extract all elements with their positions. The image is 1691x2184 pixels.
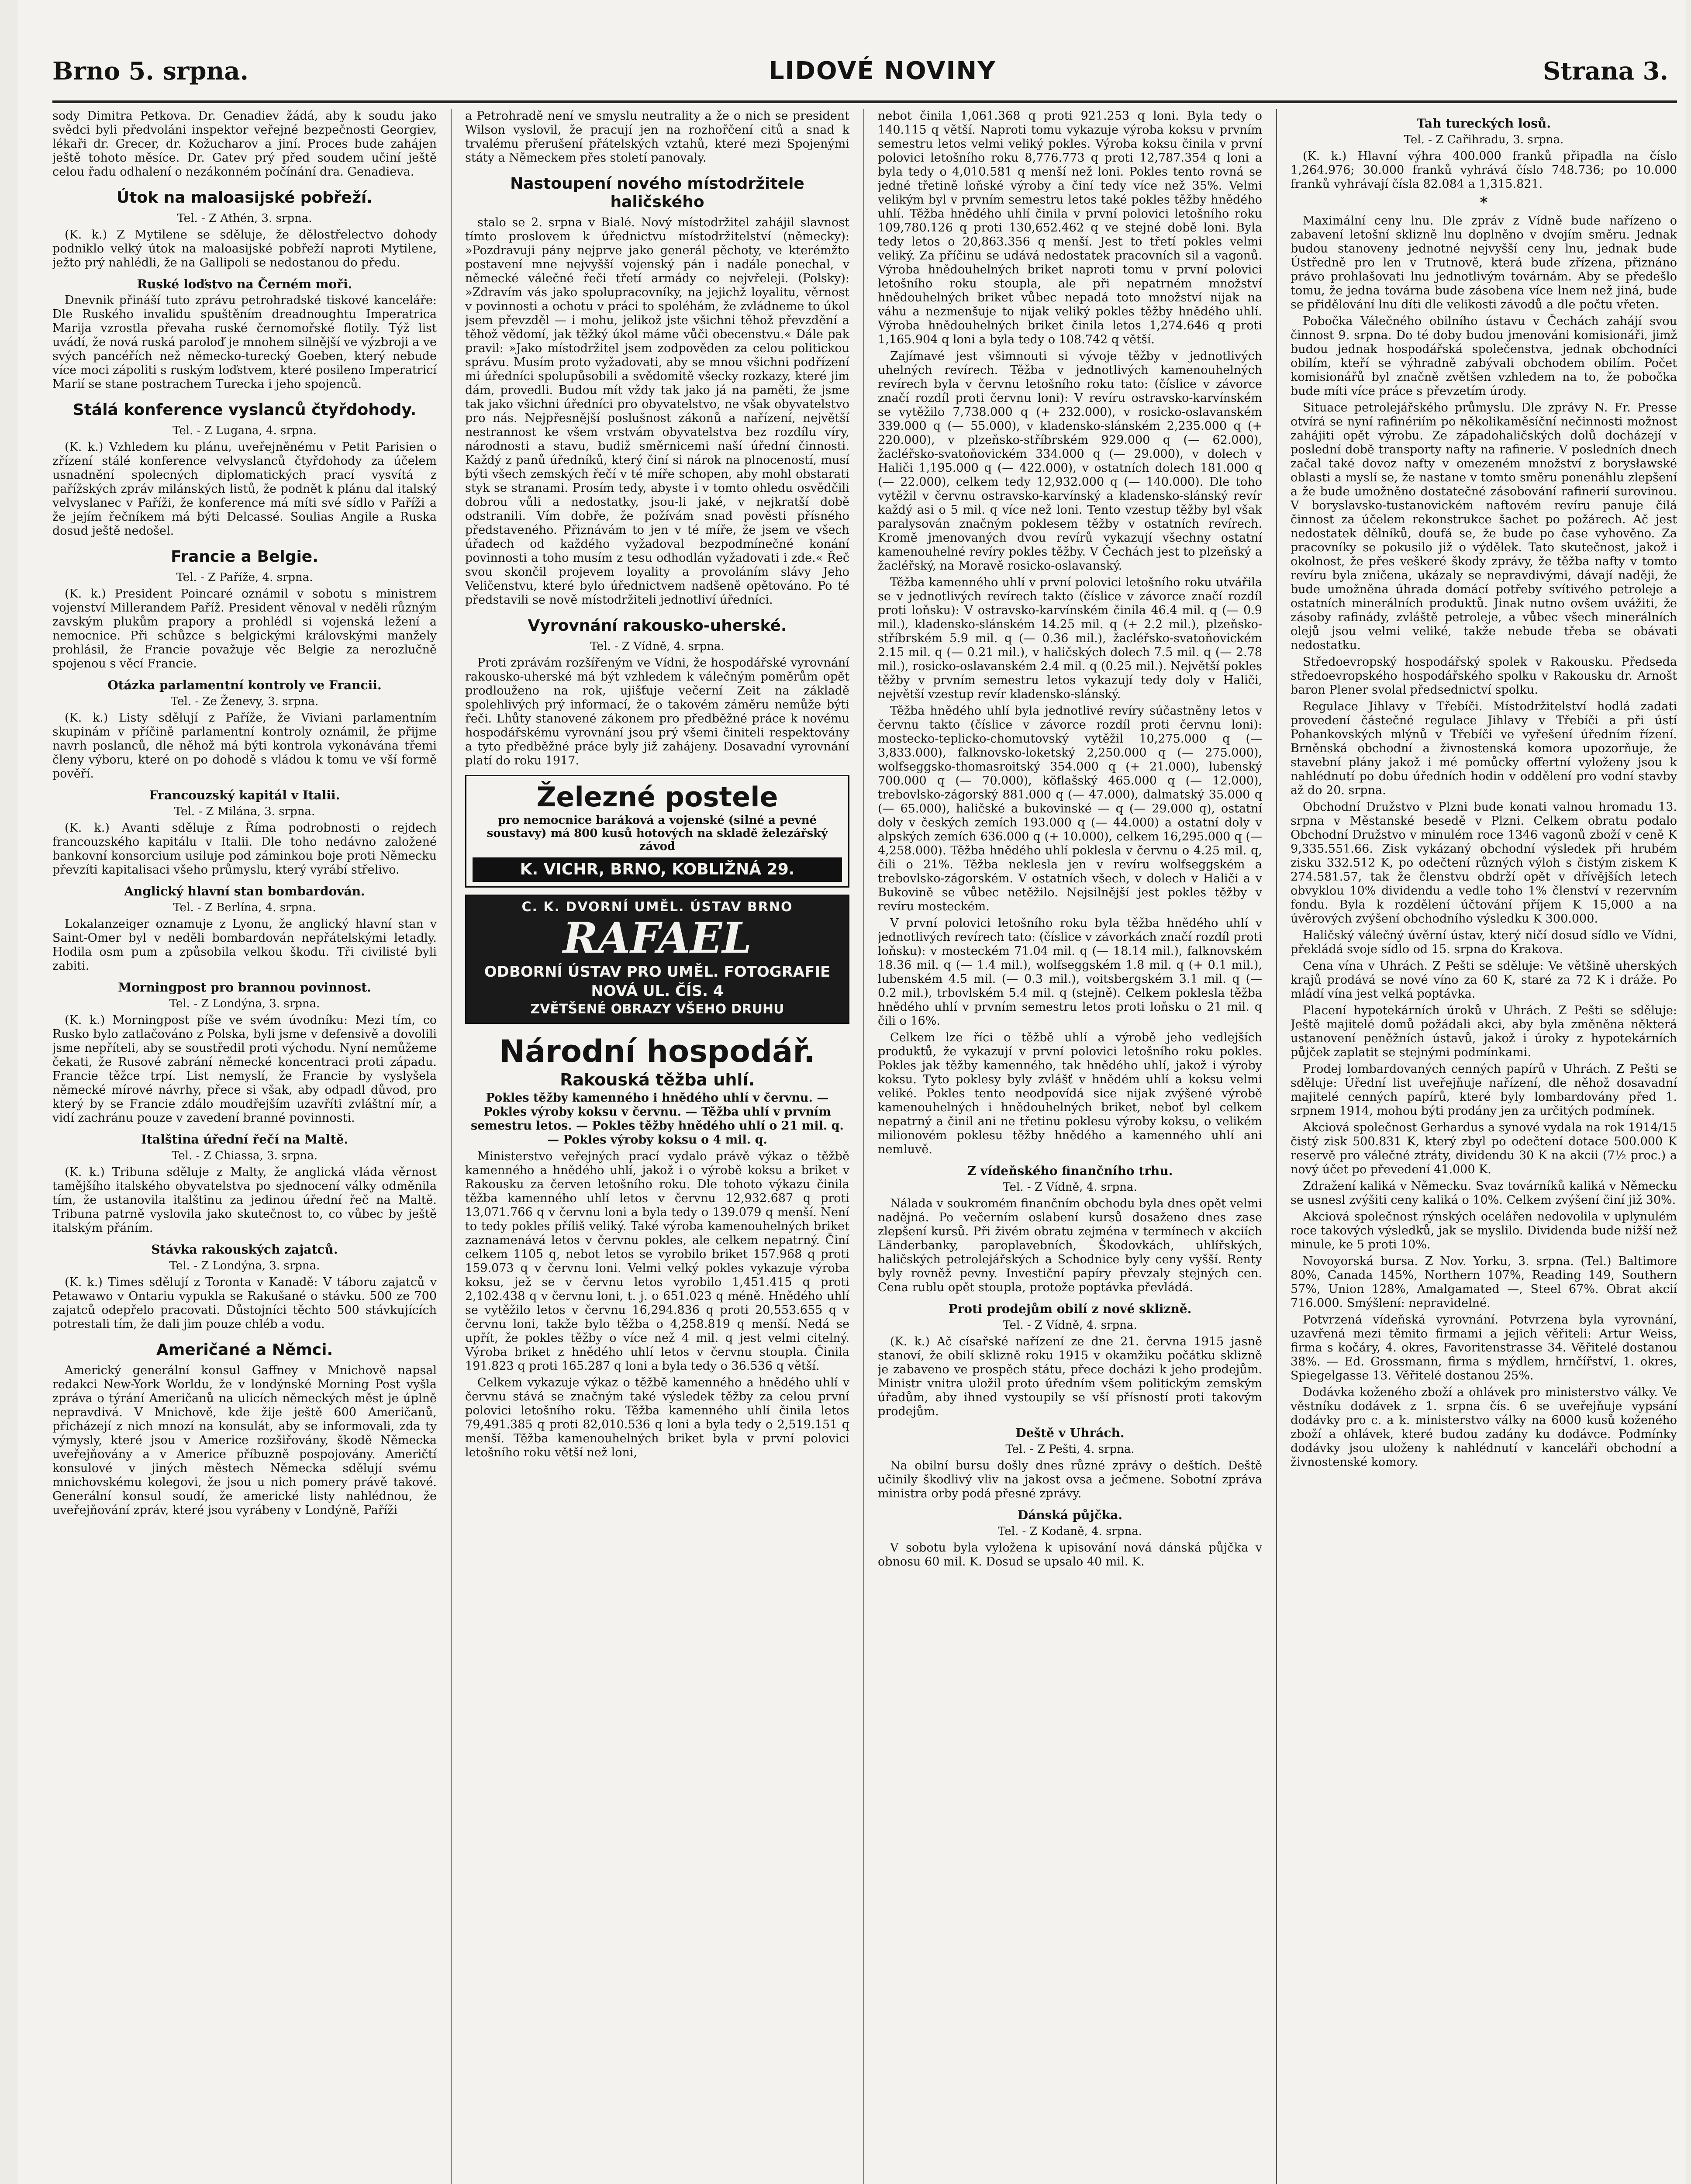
article-headline: Z vídeňského finančního trhu.: [967, 1164, 1173, 1178]
article-text: Cena vína v Uhrách. Z Pešti se sděluje: Ve většině uherských krajů prodává se nové víno za 60 K, staré za 72 K i dráže. Po mládí vína jest velká poptávka.: [1291, 959, 1677, 1001]
dateline: Tel. - Z Pešti, 4. srpna.: [1005, 1443, 1135, 1456]
ad-title: Železné postele: [536, 781, 778, 813]
article-text: Na obilní bursu došly dnes různé zprávy o deštích. Deště učinily škodlivý vliv na jakost ovsa a ječmene. Sobotní zpráva ministra orby podá přesné zprávy.: [878, 1459, 1262, 1500]
issue-date: Brno 5. srpna.: [52, 57, 249, 86]
article-headline: Vyrovnání rakousko-uherské.: [528, 617, 787, 635]
article-text: (K. k.) Avanti sděluje z Říma podrobnosti o rejdech francouzského kapitálu v Italii. Dle toho nedávno založené bankovní konsorcium usiluje pod záminkou boje proti Německu převzíti kapitalisaci všeho průmyslu, který vyrábí střelivo.: [52, 821, 437, 877]
column-2: [465, 109, 849, 2184]
article-text: Prodej lombardovaných cenných papírů v Uhrách. Z Pešti se sděluje: Úřední list uveřejňuje nařízení, dle něhož dosavadní majitelé cenných papírů, které byly lombardovány před 1. srpnem 1914, mohou býti prodány jen za určitých podmínek.: [1291, 1062, 1677, 1118]
article-text: a Petrohradě není ve smyslu neutrality a že o nich se president Wilson vyslovil, že pracují jen na rozhořčení citů a snad k trvalému přerušení přátelských vztahů, které mezi Spojenými státy a Německem přes století panovaly.: [465, 109, 849, 165]
article-headline: Stálá konference vyslanců čtyřdohody.: [72, 401, 417, 419]
article-text: (K. k.) President Poincaré oznámil v sobotu s ministrem vojenství Millerandem Paříž. President věnoval v neděli různým zavským plukům prapory a prohlédl si vojenská ležení a nemocnice. Při schůzce s belgickými královskými manžely prohlásil, že Francie považuje věc Belgie za nerozlučně spojenou s věcí Francie.: [52, 587, 437, 670]
advertisement-photo-studio: [465, 895, 849, 1024]
dateline: Tel. - Z Milána, 3. srpna.: [174, 805, 315, 818]
article-text: (K. k.) Times sdělují z Toronta v Kanadě: V táboru zajatců v Petawawo v Ontariu vypukla se Rakušané o stávku. 500 ze 700 zajatců odepřelo pracovati. Důstojníci těchto 500 stávkujících potrestali tím, že dali jim pouze chléb a vodu.: [52, 1275, 437, 1331]
dateline: Tel. - Z Londýna, 3. srpna.: [169, 1259, 320, 1272]
column-4: [1291, 109, 1677, 2184]
advertisement-iron-beds: [465, 775, 849, 888]
dateline: Tel. - Ze Ženevy, 3. srpna.: [170, 695, 319, 708]
article-text: Situace petrolejářského průmyslu. Dle zprávy N. Fr. Presse otvírá se nyní rafinériím po několikaměsíční nečinnosti možnost zahájiti opět výrobu. Ze západohaličských dolů docházejí v poslední době transporty nafty na rafinerie. V posledních dnech začal také dovoz nafty v omezeném množství z borysławské oblasti a myslí se, že nastane v tomto směru ponenáhlu zlepšení a že bude umožněno dostatečné zásobování rafinerií surovinou. V boryslavsko-tustanovickém naftovém revíru panuje čilá činnost za účelem rekonstrukce šachet po požárech. Ač jest nedostatek dělníků, doufá se, že bude po čase vyhověno. Za pracovníky se pokusilo již o výdělek. Tato skutečnost, jakož i okolnost, že přes veškeré škody zprávy, že těžba nafty v tomto revíru byla zničena, ukázaly se nepravdivými, dávají naději, že bude umožněna úhrada domácí potřeby svítivého petroleje a ostatních minerálních produktů. Jinak nutno ovšem uvážiti, že zásoby rafinády, zvláště petroleje, a vůbec všech minerálních olejů jsou velmi veliké, takže nebude třeba se obávati nedostatku.: [1291, 401, 1677, 652]
dateline: Tel. - Z Berlína, 4. srpna.: [173, 901, 316, 914]
article-text: Placení hypotekárních úroků v Uhrách. Z Pešti se sděluje: Ještě majitelé domů požádali akci, aby byla změněna některá ustanovení peněžních ústavů, jakož i úroky z hypotekárních půjček zaplatit se stejnými podmínkami.: [1291, 1004, 1677, 1059]
columns: [52, 109, 1677, 2184]
dateline: Tel. - Z Athén, 3. srpna.: [177, 212, 312, 225]
article-headline: Italština úřední řečí na Maltě.: [141, 1132, 349, 1147]
article-text: Novoyorská bursa. Z Nov. Yorku, 3. srpna. (Tel.) Baltimore 80%, Canada 145%, Northern 107%, Reading 149, Southern 57%, Union 128%, Amalgamated —, Steel 67%. Obrat akcií 716.000. Smýšlení: nepravidelné.: [1291, 1254, 1677, 1310]
dateline: Tel. - Z Vídně, 4. srpna.: [1003, 1181, 1137, 1194]
ad-bottom-line: ZVĚTŠENÉ OBRAZY VŠEHO DRUHU: [530, 1002, 784, 1017]
dateline: Tel. - Z Lugana, 4. srpna.: [173, 424, 317, 437]
article-headline: Američané a Němci.: [156, 1341, 333, 1359]
newspaper-page: [17, 0, 1686, 2184]
article-text: sody Dimitra Petkova. Dr. Genadiev žádá, aby k soudu jako svědci byli předvoláni inspektor veřejné bezpečnosti Georgiev, lékaři dr. Grecer, dr. Kožucharov a jiní. Proces bude zahájen ještě tohoto měsíce. Dr. Gatev prý před soudem učiní ještě celou řadu odhalení o nezákonném počínání dra. Genadieva.: [52, 109, 437, 179]
ad-middle-line: ODBORNÍ ÚSTAV PRO UMĚL. FOTOGRAFIE NOVÁ UL. ČÍS. 4: [484, 963, 831, 1000]
article-text: Haličský válečný úvěrní ústav, který ničí dosud sídlo ve Vídni, překládá svoje sídlo od 15. srpna do Krakova.: [1291, 929, 1677, 956]
article-text: Celkem vykazuje výkaz o těžbě kamenného a hnědého uhlí v červnu stává se značným také výsledek těžby za celou první polovici letošního roku. Těžba kamenného uhlí činila letos 79,491.385 q proti 82,010.536 q loni a byla tedy o 2,519.151 q menší. Těžba kamenouhelných briket byla v první polovici letošního roku větší než loni,: [465, 1376, 849, 1459]
article-text: Dodávka koženého zboží a ohlávek pro ministerstvo války. Ve věstníku dodávek z 1. srpna čís. 6 se uveřejňuje vypsání dodávky pro c. a k. ministerstvo války na 6000 kusů koženého zboží a ohlávek, které budou zadány ku dodávce. Podmínky dodávky jsou uloženy k nahlédnutí v kanceláři obchodní a živnostenské komory.: [1291, 1386, 1677, 1469]
dateline: Tel. - Z Chiassa, 3. srpna.: [171, 1149, 318, 1162]
article-text: Maximální ceny lnu. Dle zpráv z Vídně bude nařízeno o zabavení letošní sklizně lnu doplněno v dvojím směru. Jednak budou stanoveny jednotné nejvyšší ceny lnu, jednak bude Ústředně pro len v Trutnově, která bude zřízena, přiznáno právo prohlašovati lnu jednotlivým továrnám. Aby se předešlo tomu, že jedna továrna bude zásobena více lnem než jiná, bude se přidělování lnu díti dle velikosti závodů a dle počtu vřeten.: [1291, 214, 1677, 311]
article-headline: Francie a Belgie.: [171, 548, 318, 566]
article-text: Obchodní Družstvo v Plzni bude konati valnou hromadu 13. srpna v Městanské besedě v Plzni. Celkem obratu podalo Obchodní Družstvo v minulém roce 1346 vagonů zboží v ceně K 9,335.551.66. Zisk vykázaný obchodní výsledek při hrubém zisku 332.512 K, po odečtení různých výloh s čistým ziskem K 274.581.57, tak že členstvu obdrží opět v dřívějších letech obvyklou 10% dividendu a vedle toho 1% členství v rezervním fondu. Byla k rozdělení účtování příjem K 15,000 a na úvěrových zvýšení obchodního výsledku K 300.000.: [1291, 800, 1677, 926]
dateline: Tel. - Z Vídně, 4. srpna.: [1003, 1319, 1137, 1332]
article-headline: Ruské loďstvo na Černém moři.: [137, 277, 352, 291]
article-text: Těžba hnědého uhlí byla jednotlivé revíry súčastněny letos v červnu takto (číslice v závorce rozdíl proti červnu loni): mostecko-teplicko-chomutovský vytěžil 10,275.000 q (— 3,833.000), falknovsko-loketský 2,250.000 q (— 275.000), wolfseggsko-thomasroitský 354.000 q (+ 21.000), lubenský 700.000 q (— 70.000), köflašský 465.000 q (— 12.000), trebovlsko-zágorský 881.000 q (— 47.000), dalmatský 35.000 q (— 65.000), haličské a bukovinské — q (— 29.000 q), ostatní doly v českých zemích 193.000 q (— 44.000) a ostatní doly v alpských zemích 636.000 q (+ 10.000), celkem 16,295.000 q (— 4,258.000). Těžba hnědého uhlí poklesla v červnu o 4.25 mil. q, čili o 21%. Těžba neklesla jen v revíru wolfseggském a trebovlsko-zágorském. V ostatních všech, v dolech v Haliči a v Bukovině se vůbec netěžilo. Nejsilnější jest pokles těžby v revíru mosteckém.: [878, 704, 1262, 913]
article-text: V první polovici letošního roku byla těžba hnědého uhlí v jednotlivých revírech tato: (číslice v závorkách značí rozdíl proti loňsku): v mosteckém 71.04 mil. q (— 18.14 mil.), falknovském 18.36 mil. q (— 1.4 mil.), wolfseggském 1.8 mil. q (+ 0.1 mil.), lubenském 4.5 mil. (— 0.3 mil.), voitsbergském 3.1 mil. q (— 0.2 mil.), trbovlském 5.4 mil. q (stejně). Celkem poklesla těžba hnědého uhlí v prvním semestru letos proti loňsku o 21 mil. q čili o 16%.: [878, 916, 1262, 1028]
article-text: (K. k.) Listy sdělují z Paříže, že Viviani parlamentním skupinám v příčině parlamentní kontroly oznámil, že přijme navrh poslanců, dle něhož má býti kontrola vykonávána třemi členy výboru, které on po dohodě s vládou k tomu ve vší formě pověří.: [52, 711, 437, 781]
ad-top-line: C. K. DVORNÍ UMĚL. ÚSTAV BRNO: [521, 899, 793, 915]
article-text: Proti zprávám rozšířeným ve Vídni, že hospodářské vyrovnání rakousko-uherské má být vzhledem k válečným poměrům opět prodlouženo na rok, ujišťuje večerní Zeit na základě spolehlivých prý informací, že o takovém záměru nemůže býti řeči. Lhůty stanovené zákonem pro předběžné práce k novému hospodářskému vyrovnání jsou prý všemi činiteli respektovány a tyto předběžné práce byly již zahájeny. Dosavadní vyrovnání platí do roku 1917.: [465, 656, 849, 767]
article-text: (K. k.) Tribuna sděluje z Malty, že anglická vláda věrnost tamějšího italského obyvatelstva po sjednocení války odměnila tím, že ustanovila italštinu za jedinou úřední řeč na Maltě. Tribuna patrně vyslovila jako skutečnost to, co vůbec by ještě italským přáním.: [52, 1165, 437, 1235]
article-text: (K. k.) Hlavní výhra 400.000 franků připadla na číslo 1,264.976; 30.000 franků vyhrává číslo 748.736; po 10.000 franků vyhrávají čísla 82.084 a 1,315.821.: [1291, 149, 1677, 191]
section-title: Národní hospodář.: [499, 1033, 815, 1069]
article-text: Těžba kamenného uhlí v první polovici letošního roku utvářila se v jednotlivých revírech takto (číslice v závorce značí rozdíl proti loňsku): V ostravsko-karvínském činila 46.4 mil. q (— 0.9 mil.), kladensko-slánském 14.25 mil. q (+ 2.2 mil.), plzeňsko-stříbrském 5.9 mil. q (— 0.36 mil.), žacléřsko-svatoňovickém 2.15 mil. q (— 0.21 mil.), v haličských dolech 7.5 mil. q (— 2.78 mil.), rosicko-oslavanském 2.4 mil. q (0.25 mil.). Největší pokles těžby v prvním semestru letos vykazují tedy doly v Haliči, největší vzestup revír kladensko-slánský.: [878, 576, 1262, 701]
article-text: Středoevropský hospodářský spolek v Rakousku. Předseda středoevropského hospodářského spolku v Rakousku dr. Arnošt baron Plener svolal předsednictví spolku.: [1291, 655, 1677, 697]
dateline: Tel. - Z Kodaně, 4. srpna.: [997, 1525, 1142, 1538]
column-3: [878, 109, 1262, 2184]
article-headline: Nastoupení nového místodržitele haličského: [510, 175, 804, 211]
separator-asterisk: *: [1480, 194, 1488, 211]
page-number: Strana 3.: [1543, 57, 1668, 86]
article-lead: Pokles těžby kamenného i hnědého uhlí v červnu. — Pokles výroby koksu v červnu. — Těžba uhlí v prvním semestru letos. — Pokles těžby hnědého uhlí o 21 mil. q. — Pokles výroby koksu o 4 mil. q.: [471, 1091, 844, 1147]
article-headline: Útok na maloasijské pobřeží.: [116, 189, 373, 207]
article-text: (K. k.) Morningpost píše ve svém úvodníku: Mezi tím, co Rusko bylo zatlačováno z Polska, byli jsme v defensivě a dovolili jsme nepříteli, aby se soustředil proti východu. Nyní nemůžeme čekati, že Rusové zabrání německé koncentraci proti západu. Francie těžce trpí. List nemyslí, že Francie by vyslyšela německé mírové návrhy, přece si však, aby odpadl důvod, pro který by se Francie zdálo moudřejším uzavříti zvláštní mír, a vidí zachránu pouze v zavedení branné povinnosti.: [52, 1013, 437, 1125]
ad-studio-name: RAFAEL: [563, 913, 752, 963]
article-headline: Dánská půjčka.: [1017, 1508, 1123, 1522]
article-headline: Anglický hlavní stan bombardován.: [124, 884, 365, 898]
ad-address: K. VICHR, BRNO, KOBLIŽNÁ 29.: [473, 857, 842, 882]
article-text: Akciová společnost rýnských ocelářen nedovolila v uplynulém roce takových výsledků, jak se myslilo. Dividenda bude nižší než minule, ke 5 proti 10%.: [1291, 1210, 1677, 1251]
article-text: Ministerstvo veřejných prací vydalo právě výkaz o těžbě kamenného a hnědého uhlí, jakož i o výrobě koksu a briket v Rakousku za červen letošního roku. Dle tohoto výkazu činila těžba kamenného uhlí letos v červnu 12,932.687 q proti 13,071.766 q v červnu loni a byla tedy o 139.079 q menší. Není to tedy pokles příliš veliký. Také výroba kamenouhelných briket zaznamenává letos v červnu pokles, ale celkem nepatrný. Činí celkem 1105 q, nebot letos se vyrobilo briket 157.968 q proti 159.073 q v červnu loni. Velmi velký pokles vykazuje výroba koksu, jež se v červnu letos vyrobilo 1,451.415 q proti 2,102.438 q v červnu loni, t. j. o 651.023 q méně. Hnědého uhlí se vytěžilo letos v červnu 16,294.836 q proti 20,553.655 q v červnu loni, takže bylo těžba o 4,258.819 q menší. Nedá se upřít, že pokles těžby o více než 4 mil. q jest velmi citelný. Výroba briket z hnědého uhlí letos v červnu stoupla. Činila 191.823 q proti 165.287 q loni a byla tedy o 36.536 q větší.: [465, 1150, 849, 1373]
ad-text: pro nemocnice baráková a vojenské (silné a pevné soustavy) má 800 kusů hotových na skladě železářský závod: [487, 814, 828, 853]
article-text: V sobotu byla vyložena k upisování nová dánská půjčka v obnosu 60 mil. K. Dosud se upsalo 40 mil. K.: [878, 1541, 1262, 1569]
article-headline: Francouzský kapitál v Italii.: [149, 788, 340, 802]
column-divider: [1276, 109, 1277, 2184]
column-1: [52, 109, 437, 2184]
column-divider: [451, 109, 452, 2184]
article-text: (K. k.) Vzhledem ku plánu, uveřejněnému v Petit Parisien o zřízení stálé konference velvyslanců čtyřdohody za účelem usnadnění spolecných diplomatických prací vysvítá z pařížských zpráv milánských listů, že podnět k plánu dal italský velvyslanec v Paříži, že konference má míti své sídlo v Paříži a že jejím řečníkem má býti Delcassé. Soulias Angile a Ruska dosud ještě nedošel.: [52, 440, 437, 538]
article-text: Americký generální konsul Gaffney v Mnichově napsal redakci New-York Worldu, že v londýnské Morning Post vyšla zpráva o týrání Američanů na ulicích německých měst je úplně nepravdivá. V Mnichově, kde žije ještě 600 Američanů, přicházejí z nich mnozí na konsulát, aby se informovali, zda ty výmysly, které jsou v Americe rozšiřovány, škodě Německa uveřejňovány a v Americe příbuzně pospojovány. Američtí konsulové v jiných městech Německa sdělují svému mnichovskému kolegovi, že jsou u nich pomery právě takové. Generální konsul soudí, že americké listy nahlédnou, že uveřejňování zpráv, které jsou vyrábeny v Londýně, Paříži: [52, 1364, 437, 1517]
header-rule: [52, 100, 1677, 103]
article-text: Dnevnik přináší tuto zprávu petrohradské tiskové kanceláře: Dle Ruského invalidu spuštěním dreadnoughtu Imperatrica Marija vzrostla převaha ruské černomořské flotily. Týž list uvádí, že nová ruská paroloď je mnohem silnější ve výzbroji a ve svých pancéřích než německo-turecký Goeben, který nebude více moci zápoliti s ruským loďstvem, které posileno Imperatricí Marií se stane postrachem Turecka i jeho spojenců.: [52, 294, 437, 391]
article-text: Potvrzená vídeňská vyrovnání. Potvrzena byla vyrovnání, uzavřená mezi těmito firmami a jejich věřiteli: Artur Weiss, firma s kočáry, 4. okres, Favoritenstrasse 34. Věřitelé dostanou 38%. — Ed. Grossmann, firma s mýdlem, hrnčířství, 1. okres, Spiegelgasse 13. Věřitelé dostanou 25%.: [1291, 1313, 1677, 1382]
article-text: (K. k.) Ač císařské nařízení ze dne 21. června 1915 jasně stanoví, že obilí sklizně roku 1915 v okamžiku počátku sklizně je zabaveno ve prospěch státu, přece docházi k jeho prodejům. Ministr vnitra uložil proto úředním všem politickým zemským úřadům, aby ihned vystoupily se vší přísností proti takovým prodejům.: [878, 1335, 1262, 1418]
article-text: Lokalanzeiger oznamuje z Lyonu, že anglický hlavní stan v Saint-Omer byl v neděli bombardován nepřátelskými letadly. Hodila osm pum a způsobila velkou škodu. Tři civilisté byli zabiti.: [52, 917, 437, 973]
section-subtitle: Rakouská těžba uhlí.: [560, 1070, 755, 1089]
article-text: Regulace Jihlavy v Třebíči. Místodržitelství hodlá zadati provedení částečné regulace Jihlavy v Třebíči a při ústí Pohankovských mlýnů v Třebíči ve vyřešení úředním řízení. Brněnská obchodní a živnostenská komora upozorňuje, že stavební plány jakož i mé pomůcky offertní vyloženy jsou k nahlédnutí po dobu úředních hodin v oddělení pro vodní stavby až do 20. srpna.: [1291, 700, 1677, 797]
article-text: (K. k.) Z Mytilene se sděluje, že dělostřelectvo dohody podniklo velký útok na maloasijské pobřeží naproti Mytilene, ježto prý nahlédli, že na Gallipoli se nedostanou do předu.: [52, 228, 437, 270]
dateline: Tel. - Z Vídně, 4. srpna.: [590, 640, 725, 653]
dateline: Tel. - Z Paříže, 4. srpna.: [176, 571, 313, 584]
article-text: Celkem lze říci o těžbě uhlí a výrobě jeho vedlejších produktů, že vykazují v první polovici letošního roku pokles. Pokles jak těžby kamenného, tak hnědého uhlí, jakož i výroby koksu. Tyto poklesy byly zvlášť v hnědém uhlí a koksu velmi veliké. Pokles tento neodpovídá sice nijak zvýšené výrobě kamenouhelných i hnědouhelných briket, neboť byl celkem nepatrný a činil ani ne třetinu poklesu výroby koksu, o velikém milionovém poklesu těžby hnědého a kamenného uhlí ani nemluvě.: [878, 1031, 1262, 1156]
article-headline: Deště v Uhrách.: [1015, 1426, 1125, 1440]
article-headline: Proti prodejům obilí z nové sklizně.: [948, 1302, 1192, 1316]
dateline: Tel. - Z Cařihradu, 3. srpna.: [1404, 133, 1564, 146]
article-headline: Stávka rakouských zajatců.: [151, 1242, 338, 1257]
column-divider: [863, 109, 864, 2184]
article-text: Akciová společnost Gerhardus a synové vydala na rok 1914/15 čistý zisk 500.831 K, který zbyl po odečtení dotace 500.000 K reservě pro válečné ztráty, dividendu 30 K na akcii (7½ proc.) a nový účet po převedení 41.000 K.: [1291, 1121, 1677, 1176]
article-text: stalo se 2. srpna v Bialé. Nový místodržitel zahájil slavnost tímto proslovem k úřednictvu místodržitelství (německy): »Pozdravuji pány nejprve jako generál pěchoty, ve kterémžto postavení mne nejvyšší vojenský pán i nadále ponechal, v německé válečné řeči třetí armády co nejvřeleji. (Polsky): »Zdravím vás jako spolupracovníky, na jejichž loyalitu, věrnost v povinnosti a ochotu v práci to spoléhám, že zvládneme to úkol jsem převzděl — i mohu, jelikož jste všichni těhož převzdění a těhož vědomí, jak těžký úkol máme vůči obecenstvu.« Dále pak pravil: »Jako místodržitel jsem zodpověden za celou politickou správu. Musím proto vyžadovati, aby se mnou všichni podřízení mi úředníci spolupůsobili a svědomitě všecky rozkazy, které jim dám, provedli. Budou mít vždy tak jako já na paměti, že jsme tak jako všichni úředníci pro obyvatelstvo, ne však obyvatelstvo pro nás. Nejpřesnější poslušnost zákonů a nařízení, největší nestrannost ke všem vrstvám obyvatelstva bez rozdílu víry, národnosti a stavu, budiž směrnicemi naší úřední činnosti. Každý z panů úředníků, který činí si nárok na plnoceností, musí býti všech zemských řečí v té míře schopen, aby mohl obstarati styk se stranami. Prosím tedy, abyste i v tomto ohledu osvědčili dobrou vůli a nedostatky, jsou-li jaké, v nejkratší době odstranili. Vím dobře, že požívám snad pověsti přísného představeného. Přiznávám to jen v té míře, že jsem ve všech úřadech od každého vyžadoval bezpodmínečné konání povinnosti a toho musím z tesu odhodlán vyžadovati i zde.« Řeč svou skončil projevem loyality a provoláním slávy Jeho Veličenstvu, které bylo úřednictvem nadšeně opětováno. Po té představili se nově místodržiteli jednotliví úředníci.: [465, 216, 849, 607]
article-headline: Tah tureckých losů.: [1416, 116, 1551, 131]
article-text: Nálada v soukromém finančním obchodu byla dnes opět velmi nadějná. Po večerním oslabení kursů dosaženo dnes zase zlepšení kursů. Při živém obratu zejména v termínech v akciích Länderbanky, paroplavebních, Škodovkách, uhlířských, haličských petrolejářských a Schodnice byly ceny vyšší. Renty byly rovněž pevny. Investiční papíry převzaly stejných cen. Cena rublu opět stoupla, protože poptávka převládá.: [878, 1197, 1262, 1294]
masthead-title: LIDOVÉ NOVINY: [769, 57, 996, 85]
article-headline: Otázka parlamentní kontroly ve Francii.: [107, 678, 382, 692]
article-text: nebot činila 1,061.368 q proti 921.253 q loni. Byla tedy o 140.115 q větší. Naproti tomu vykazuje výroba koksu v prvním semestru letos velmi veliký pokles. Výroba koksu činila v první polovici letošního roku 8,776.773 q proti 12,787.354 q loni a byla tedy o 4,010.581 q menší než loni. Pokles tento rovná se jedné třetině loňské výroby a činí tedy více než 35%. Velmi velikým byl v prvním semestru letos také pokles těžby hnědého uhlí. Těžba hnědého uhlí činila v první polovici letošního roku 109,780.126 q proti 130,652.462 q ve stejné době loni. Byla tedy letos o 20,863.356 q menší. Jest to třetí pokles velmi veliký. Za příčinu se udává nedostatek pracovních sil a vagonů. Výroba hnědouhelných briket naproti tomu v první polovici letošního roku stoupla, ale při nepatrném množství hnědouhelných briket vůbec nepadá toto množství nijak na váhu a nezmenšuje to nijak veliký pokles těžby hnědého uhlí. Výroba hnědouhelných briket činila letos 1,274.646 q proti 1,165.904 q loni a byla tedy o 108.742 q větší.: [878, 109, 1262, 346]
article-headline: Morningpost pro brannou povinnost.: [118, 980, 371, 995]
article-text: Pobočka Válečného obilního ústavu v Čechách zahájí svou činnost 9. srpna. Do té doby budou jmenováni komisionáři, jimž budou jednak hospodářská společenstva, jednak obchodníci obilím, kteří se výhradně zabývali obchodem obilím. Počet komisionářů byl značně zvětšen vzhledem na to, že pobočka bude míti více práce s převzetím úrody.: [1291, 314, 1677, 398]
article-text: Zajímavé jest všimnouti si vývoje těžby v jednotlivých uhelných revírech. Těžba v jednotlivých kamenouhelných revírech byla v červnu letošního roku tato: (číslice v závorce značí rozdíl proti červnu loni): V revíru ostravsko-karvínském se vytěžilo 7,738.000 q (+ 232.000), v rosicko-oslavanském 339.000 q (— 55.000), v kladensko-slánském 2,235.000 q (+ 220.000), v plzeňsko-stříbrském 929.000 q (— 62.000), žacléřsko-svatoňovickém 334.000 q (— 29.000), v dolech v Haliči 1,195.000 q (— 422.000), v ostatních dolech 181.000 q (— 22.000), celkem tedy 12,932.000 q (— 140.000). Dle toho vytěžil v červnu ostravsko-karvínský a kladensko-slánský revír každý asi o 5 mil. q více než loni. Tento vzestup těžby byl však paralysován značným poklesem těžby v ostatních revírech. Kromě jmenovaných dvou revírů vykazují všechny ostatní kamenouhelné revíry pokles těžby. V Čechách jest to plzeňský a žacléřský, na Moravě rosicko-oslavanský.: [878, 349, 1262, 573]
article-text: Zdražení kaliká v Německu. Svaz továrníků kaliká v Německu se usnesl zvýšiti ceny kaliká o 10%. Celkem zvýšení činí již 30%.: [1291, 1179, 1677, 1207]
page-header: [52, 52, 1668, 100]
dateline: Tel. - Z Londýna, 3. srpna.: [169, 997, 320, 1010]
